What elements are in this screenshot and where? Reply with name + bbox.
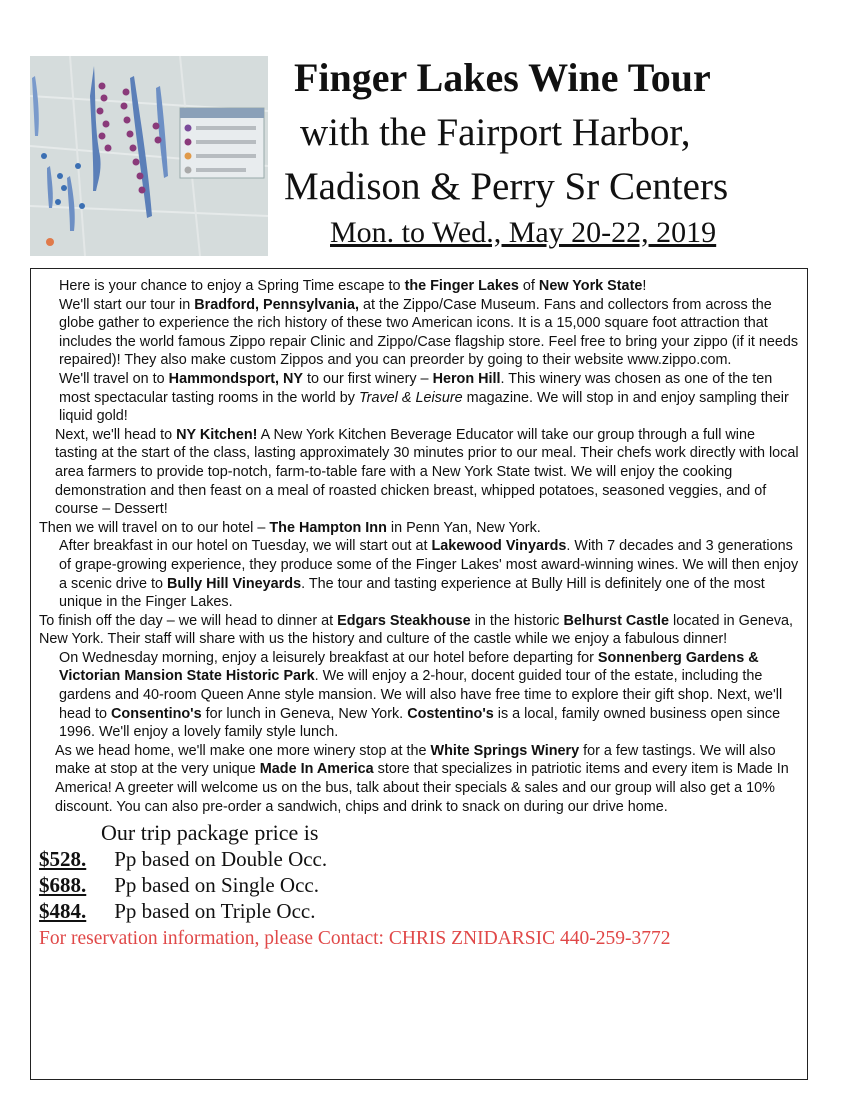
price-label: Pp based on Single Occ. xyxy=(114,873,319,898)
price-label: Pp based on Double Occ. xyxy=(114,847,328,872)
paragraph-hotel: Then we will travel on to our hotel – The Hampton Inn in Penn Yan, New York. xyxy=(39,519,541,536)
price-heading: Our trip package price is xyxy=(101,820,319,846)
title-line-3: Madison & Perry Sr Centers xyxy=(284,165,729,208)
title-line-1: Finger Lakes Wine Tour xyxy=(294,55,711,100)
title-line-2: with the Fairport Harbor, xyxy=(300,111,691,154)
itinerary-text xyxy=(39,277,801,816)
paragraph-dinner: To finish off the day – we will head to dinner at Edgars Steakhouse in the historic Belhurst Castle located in Geneva, New York. Their staff will share with us the history and culture of the castle while we enjoy a fabulous dinner! xyxy=(39,612,794,648)
paragraph-bradford: We'll start our tour in Bradford, Pennsylvania, at the Zippo/Case Museum. Fans and collectors from across the globe gather to experience the rich history of these two American icons. It is a 15,000 square foot attraction that includes the world famous Zippo repair Clinic and Zippo/Case flagship store. Feel free to bring your zippo (if it needs repaired)! They also make custom Zippos and you can preorder by going to their website www.zippo.com. xyxy=(59,296,799,369)
tour-dates: Mon. to Wed., May 20-22, 2019 xyxy=(330,216,717,249)
price-row-single xyxy=(39,872,801,898)
paragraph-tuesday: After breakfast in our hotel on Tuesday, we will start out at Lakewood Vinyards. With 7 decades and 3 generations of grape-growing experience, they produce some of the Finger Lakes' most award-winning wines. We will then enjoy a scenic drive to Bully Hill Vineyards. The tour and tasting experience at Bully Hill is definitely one of the most unique in the Finger Lakes. xyxy=(59,538,799,611)
contact-info: For reservation information, please Contact: CHRIS ZNIDARSIC 440-259-3772 xyxy=(39,928,671,950)
price-amount: $484. xyxy=(39,899,87,924)
paragraph-intro: Here is your chance to enjoy a Spring Time escape to the Finger Lakes of New York State! xyxy=(59,278,647,294)
paragraph-heron-hill: We'll travel on to Hammondsport, NY to our first winery – Heron Hill. This winery was chosen as one of the ten most spectacular tasting rooms in the world by Travel & Leisure magazine. We will stop in and enjoy sampling their liquid gold! xyxy=(59,370,789,425)
paragraph-wednesday: On Wednesday morning, enjoy a leisurely breakfast at our hotel before departing for Sonnenberg Gardens & Victorian Mansion State Historic Park. We will enjoy a 2-hour, docent guided tour of the estate, including the gardens and 40-room Queen Anne style mansion. We will also have free time to explore their gift shop. Next, we'll head to Consentino's for lunch in Geneva, New York. Costentino's is a local, family owned business open since 1996. We'll enjoy a lovely family style lunch. xyxy=(59,649,783,741)
finger-lakes-map xyxy=(30,56,268,256)
price-amount: $688. xyxy=(39,873,87,898)
paragraph-ny-kitchen: Next, we'll head to NY Kitchen! A New York Kitchen Beverage Educator will take our group through a full wine tasting at the start of the class, lasting approximately 30 minutes prior to our meal. Their chefs work directly with local area farmers to provide top-notch, farm-to-table fare with a New York State twist. We will enjoy the cooking demonstration and then feast on a meal of roasted chicken breast, whipped potatoes, seasoned veggies, and of course – Dessert! xyxy=(55,426,799,518)
price-row-triple xyxy=(39,898,801,924)
price-label: Pp based on Triple Occ. xyxy=(114,899,316,924)
paragraph-home: As we head home, we'll make one more winery stop at the White Springs Winery for a few tastings. We will also make at stop at the very unique Made In America store that specializes in patriotic items and every item is Made In America! A greeter will welcome us on the bus, talk about their specials & sales and our group will also get a 10% discount. You can also pre-order a sandwich, chips and drink to snack on during our drive home. xyxy=(55,742,789,815)
itinerary-box xyxy=(30,268,808,1080)
price-amount: $528. xyxy=(39,847,87,872)
price-row-double xyxy=(39,846,801,872)
